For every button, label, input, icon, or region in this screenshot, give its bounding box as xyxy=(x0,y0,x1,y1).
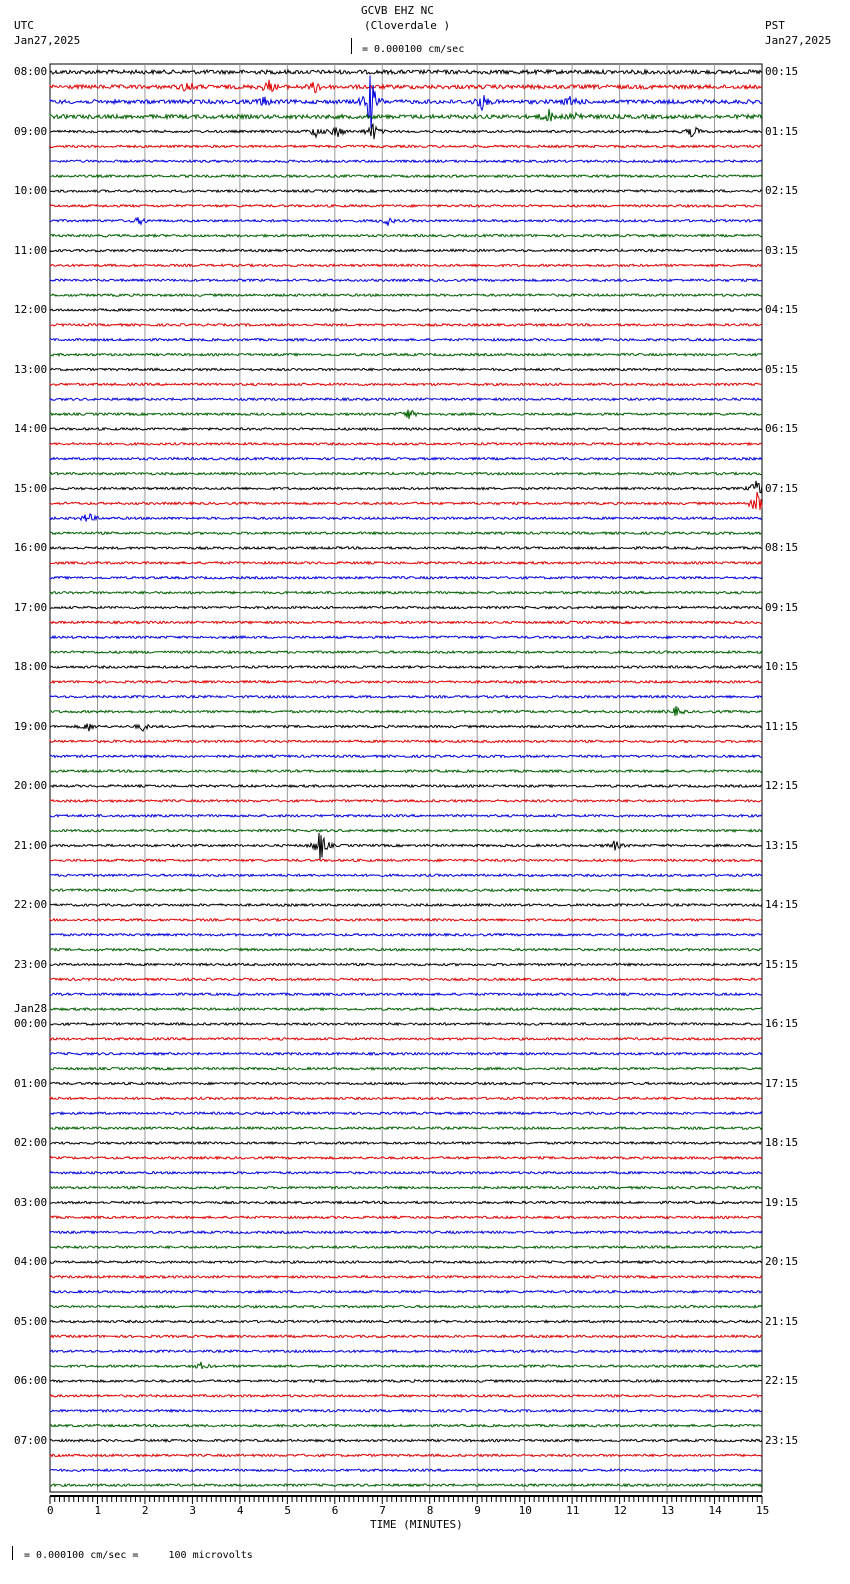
x-tick-label: 9 xyxy=(474,1504,481,1517)
seismic-trace xyxy=(50,472,762,474)
x-tick-label: 12 xyxy=(613,1504,627,1517)
seismic-trace xyxy=(50,1216,762,1218)
seismic-trace xyxy=(50,353,762,355)
seismic-trace xyxy=(50,339,762,341)
seismic-trace xyxy=(50,1410,762,1412)
pst-hour-label: 19:15 xyxy=(765,1195,799,1209)
seismic-trace xyxy=(50,145,762,147)
seismic-trace xyxy=(50,80,762,93)
seismic-trace xyxy=(50,234,762,236)
utc-hour-label: 20:00 xyxy=(14,779,48,792)
utc-hour-label: 13:00 xyxy=(14,362,48,376)
seismic-trace xyxy=(50,1097,762,1099)
seismic-trace xyxy=(50,217,762,226)
x-tick-label: 1 xyxy=(94,1504,102,1517)
seismic-trace xyxy=(50,532,762,534)
seismic-trace xyxy=(50,740,762,742)
footer-scale-label: = 0.000100 cm/sec = 100 microvolts xyxy=(24,1550,253,1561)
seismic-trace xyxy=(50,547,762,549)
pst-hour-label: 14:15 xyxy=(765,898,799,911)
pst-hour-label: 20:15 xyxy=(765,1255,799,1268)
seismic-trace xyxy=(50,1112,762,1114)
pst-hour-label: 05:15 xyxy=(765,362,799,376)
pst-hour-label: 01:15 xyxy=(765,124,799,138)
seismic-trace xyxy=(50,874,762,876)
x-tick-label: 13 xyxy=(661,1504,675,1517)
right-timezone: PST xyxy=(765,19,785,32)
utc-hour-label: 22:00 xyxy=(14,898,48,911)
seismic-trace xyxy=(50,175,762,177)
seismic-trace xyxy=(50,109,762,121)
x-tick-label: 2 xyxy=(141,1504,149,1517)
seismic-trace xyxy=(50,1276,762,1278)
seismic-trace xyxy=(50,904,762,906)
seismic-trace xyxy=(50,1246,762,1248)
seismic-trace xyxy=(50,279,762,281)
utc-hour-label: 12:00 xyxy=(14,303,48,316)
seismic-trace xyxy=(50,1395,762,1397)
seismic-trace xyxy=(50,1380,762,1382)
seismic-trace xyxy=(50,724,762,732)
utc-hour-label: 08:00 xyxy=(14,65,48,78)
seismic-trace xyxy=(50,562,762,564)
left-timezone: UTC xyxy=(14,19,34,32)
utc-hour-label: 00:00 xyxy=(14,1017,48,1030)
utc-hour-label: 11:00 xyxy=(14,243,48,257)
seismic-trace xyxy=(50,706,762,716)
seismic-trace xyxy=(50,770,762,772)
x-tick-label: 14 xyxy=(708,1504,722,1517)
seismic-trace xyxy=(50,800,762,802)
seismic-trace xyxy=(50,383,762,385)
seismic-trace xyxy=(50,591,762,593)
utc-hour-label: 07:00 xyxy=(14,1433,48,1447)
seismic-trace xyxy=(50,124,762,139)
pst-hour-label: 15:15 xyxy=(765,957,799,971)
seismic-trace xyxy=(50,1082,762,1084)
seismic-trace xyxy=(50,1484,762,1486)
seismic-trace xyxy=(50,785,762,787)
seismic-trace xyxy=(50,492,762,510)
pst-hour-label: 03:15 xyxy=(765,243,799,257)
pst-hour-label: 08:15 xyxy=(765,541,799,554)
utc-hour-label: 16:00 xyxy=(14,541,48,554)
seismic-trace xyxy=(50,829,762,831)
utc-hour-label: 10:00 xyxy=(14,184,48,197)
seismic-trace xyxy=(50,1172,762,1174)
seismic-trace xyxy=(50,514,762,522)
seismic-trace xyxy=(50,815,762,817)
utc-hour-label: 03:00 xyxy=(14,1195,48,1209)
right-date: Jan27,2025 xyxy=(765,34,832,47)
utc-hour-label: 17:00 xyxy=(14,600,48,614)
seismic-trace xyxy=(50,636,762,638)
x-tick-label: 4 xyxy=(236,1504,244,1517)
date-change-label: Jan28 xyxy=(14,1002,48,1015)
x-tick-label: 3 xyxy=(189,1504,197,1517)
utc-hour-label: 01:00 xyxy=(14,1076,48,1090)
seismic-trace xyxy=(50,428,762,430)
x-tick-label: 5 xyxy=(284,1504,291,1517)
seismic-trace xyxy=(50,324,762,326)
x-tick-label: 8 xyxy=(426,1504,434,1517)
seismic-trace xyxy=(50,577,762,579)
seismic-trace xyxy=(50,859,762,861)
x-tick-label: 15 xyxy=(756,1504,770,1517)
seismic-trace xyxy=(50,368,762,370)
seismic-trace xyxy=(50,1067,762,1069)
seismic-trace xyxy=(50,1201,762,1203)
seismic-trace xyxy=(50,294,762,296)
seismic-trace xyxy=(50,481,762,493)
seismic-trace xyxy=(50,1335,762,1337)
pst-hour-label: 04:15 xyxy=(765,303,799,316)
seismic-trace xyxy=(50,1023,762,1025)
seismic-trace xyxy=(50,1469,762,1471)
utc-hour-label: 06:00 xyxy=(14,1374,48,1387)
pst-hour-label: 23:15 xyxy=(765,1433,799,1447)
left-date: Jan27,2025 xyxy=(14,34,81,47)
seismic-trace xyxy=(50,1291,762,1293)
seismic-trace xyxy=(50,606,762,608)
seismic-trace xyxy=(50,76,762,129)
seismic-trace xyxy=(50,190,762,192)
seismic-trace xyxy=(50,1008,762,1010)
seismic-trace xyxy=(50,309,762,311)
x-tick-label: 0 xyxy=(47,1504,54,1517)
seismic-trace xyxy=(50,249,762,251)
utc-hour-label: 18:00 xyxy=(14,660,48,673)
seismic-trace xyxy=(50,948,762,950)
utc-hour-label: 04:00 xyxy=(14,1255,48,1268)
pst-hour-label: 16:15 xyxy=(765,1017,799,1030)
seismic-trace xyxy=(50,833,762,860)
x-tick-label: 6 xyxy=(331,1504,339,1517)
seismic-trace xyxy=(50,755,762,757)
seismic-trace xyxy=(50,205,762,207)
pst-hour-label: 12:15 xyxy=(765,779,799,792)
seismic-trace xyxy=(50,1305,762,1307)
x-tick-label: 11 xyxy=(566,1504,580,1517)
utc-hour-label: 23:00 xyxy=(14,957,48,971)
utc-hour-label: 02:00 xyxy=(14,1136,48,1149)
pst-hour-label: 22:15 xyxy=(765,1374,799,1387)
scale-label: = 0.000100 cm/sec xyxy=(362,44,465,55)
pst-hour-label: 17:15 xyxy=(765,1076,799,1090)
seismic-trace xyxy=(50,666,762,668)
pst-hour-label: 11:15 xyxy=(765,719,799,733)
seismic-trace xyxy=(50,458,762,460)
seismic-trace xyxy=(50,1424,762,1426)
seismic-trace xyxy=(50,1038,762,1040)
seismic-trace xyxy=(50,1261,762,1263)
seismic-trace xyxy=(50,70,762,74)
pst-hour-label: 00:15 xyxy=(765,65,799,78)
pst-hour-label: 07:15 xyxy=(765,481,799,495)
seismic-trace xyxy=(50,1127,762,1129)
seismic-trace xyxy=(50,681,762,683)
utc-hour-label: 05:00 xyxy=(14,1314,48,1328)
seismic-trace xyxy=(50,398,762,400)
seismic-trace xyxy=(50,651,762,653)
seismic-trace xyxy=(50,1186,762,1188)
seismic-trace xyxy=(50,410,762,420)
pst-hour-label: 18:15 xyxy=(765,1136,799,1149)
seismic-trace xyxy=(50,696,762,698)
utc-hour-label: 21:00 xyxy=(14,838,48,852)
seismic-trace xyxy=(50,1454,762,1456)
pst-hour-label: 06:15 xyxy=(765,422,799,435)
station-location: (Cloverdale ) xyxy=(364,19,451,32)
utc-hour-label: 19:00 xyxy=(14,719,48,733)
seismic-trace xyxy=(50,1439,762,1441)
pst-hour-label: 02:15 xyxy=(765,184,799,197)
seismic-trace xyxy=(50,1231,762,1233)
seismic-trace xyxy=(50,1350,762,1352)
seismic-trace xyxy=(50,1320,762,1322)
seismic-trace xyxy=(50,1053,762,1055)
seismic-trace xyxy=(50,889,762,891)
seismic-trace xyxy=(50,919,762,921)
utc-hour-label: 09:00 xyxy=(14,124,48,138)
seismic-trace xyxy=(50,934,762,936)
pst-hour-label: 13:15 xyxy=(765,838,799,852)
pst-hour-label: 10:15 xyxy=(765,660,799,673)
seismic-trace xyxy=(50,978,762,980)
seismic-trace xyxy=(50,963,762,965)
seismic-trace xyxy=(50,993,762,995)
x-tick-label: 10 xyxy=(518,1504,532,1517)
utc-hour-label: 15:00 xyxy=(14,481,48,495)
station-title: GCVB EHZ NC xyxy=(361,4,434,17)
seismic-trace xyxy=(50,1142,762,1144)
seismic-trace xyxy=(50,264,762,266)
pst-hour-label: 21:15 xyxy=(765,1314,799,1328)
utc-hour-label: 14:00 xyxy=(14,422,48,435)
x-tick-label: 7 xyxy=(379,1504,386,1517)
pst-hour-label: 09:15 xyxy=(765,600,799,614)
seismic-trace xyxy=(50,443,762,445)
seismic-trace xyxy=(50,1157,762,1159)
seismic-trace xyxy=(50,621,762,623)
x-axis-label: TIME (MINUTES) xyxy=(370,1518,463,1531)
seismic-trace xyxy=(50,1362,762,1369)
seismic-trace xyxy=(50,160,762,162)
